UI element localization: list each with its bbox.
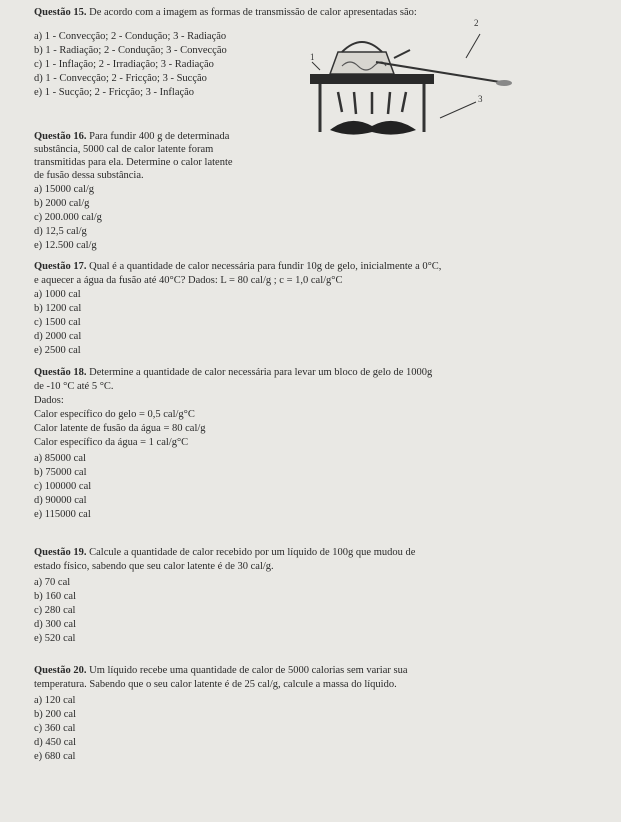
q17-title: Questão 17. bbox=[34, 261, 87, 272]
q18-title: Questão 18. bbox=[34, 367, 87, 378]
q18-data-line-3: Calor latente de fusão da água = 80 cal/g bbox=[34, 423, 206, 434]
figure-label-1: 1 bbox=[310, 52, 315, 62]
q15-option-a: a) 1 - Convecção; 2 - Condução; 3 - Radiação bbox=[34, 31, 227, 42]
q20-option-d: d) 450 cal bbox=[34, 737, 76, 748]
q20-option-a: a) 120 cal bbox=[34, 695, 76, 706]
q17-option-b: b) 1200 cal bbox=[34, 303, 82, 314]
q18-option-c: c) 100000 cal bbox=[34, 481, 92, 492]
q16-option-c: c) 200.000 cal/g bbox=[34, 212, 102, 223]
q20-prompt-line-2: temperatura. Sabendo que o seu calor latente é de 25 cal/g, calcule a massa do líquido. bbox=[34, 679, 397, 690]
q17-prompt-line-1: Qual é a quantidade de calor necessária para fundir 10g de gelo, inicialmente a 0°C, bbox=[89, 261, 442, 272]
q15-option-d: d) 1 - Convecção; 2 - Fricção; 3 - Sucção bbox=[34, 73, 207, 84]
q17-header bbox=[34, 260, 441, 273]
q16-option-a: a) 15000 cal/g bbox=[34, 184, 95, 195]
q20-option-b: b) 200 cal bbox=[34, 709, 76, 720]
figure-label-3: 3 bbox=[478, 94, 483, 104]
q18-option-a: a) 85000 cal bbox=[34, 453, 86, 464]
q16-prompt-line-2: substância, 5000 cal de calor latente foram bbox=[34, 144, 214, 155]
q20-prompt-line-1: Um líquido recebe uma quantidade de calor de 5000 calorias sem variar sua bbox=[89, 665, 408, 676]
q17-prompt-line-2: e aquecer a água da fusão até 40°C? Dados: L = 80 cal/g ; c = 1,0 cal/g°C bbox=[34, 275, 343, 286]
q17-option-a: a) 1000 cal bbox=[34, 289, 81, 300]
q15-option-b: b) 1 - Radiação; 2 - Condução; 3 - Convecção bbox=[34, 45, 227, 56]
q17-option-d: d) 2000 cal bbox=[34, 331, 82, 342]
q18-data-line-1: Dados: bbox=[34, 395, 64, 406]
q18-data-line-2: Calor específico do gelo = 0,5 cal/g°C bbox=[34, 409, 195, 420]
q15-option-c: c) 1 - Inflação; 2 - Irradiação; 3 - Radiação bbox=[34, 59, 214, 70]
q18-option-e: e) 115000 cal bbox=[34, 509, 91, 520]
q19-option-b: b) 160 cal bbox=[34, 591, 76, 602]
q16-title: Questão 16. bbox=[34, 131, 87, 142]
q15-title: Questão 15. bbox=[34, 7, 87, 18]
q19-prompt-line-2: estado físico, sabendo que seu calor latente é de 30 cal/g. bbox=[34, 561, 274, 572]
q16-option-b: b) 2000 cal/g bbox=[34, 198, 90, 209]
q20-option-c: c) 360 cal bbox=[34, 723, 76, 734]
q18-data-line-4: Calor específico da água = 1 cal/g°C bbox=[34, 437, 189, 448]
q15-prompt: De acordo com a imagem as formas de transmissão de calor apresentadas são: bbox=[89, 7, 417, 18]
q17-option-c: c) 1500 cal bbox=[34, 317, 81, 328]
q18-header bbox=[34, 366, 432, 379]
q19-prompt-line-1: Calcule a quantidade de calor recebido por um líquido de 100g que mudou de bbox=[89, 547, 416, 558]
q16-option-d: d) 12,5 cal/g bbox=[34, 226, 87, 237]
q18-prompt-line-1: Determine a quantidade de calor necessária para levar um bloco de gelo de 1000g bbox=[89, 367, 433, 378]
heat-transfer-illustration bbox=[290, 14, 530, 154]
q18-option-d: d) 90000 cal bbox=[34, 495, 87, 506]
q19-title: Questão 19. bbox=[34, 547, 87, 558]
q17-option-e: e) 2500 cal bbox=[34, 345, 81, 356]
q19-option-c: c) 280 cal bbox=[34, 605, 76, 616]
q16-prompt-line-3: transmitidas para ela. Determine o calor latente bbox=[34, 157, 233, 168]
q16-option-e: e) 12.500 cal/g bbox=[34, 240, 97, 251]
q16-prompt-line-1: Para fundir 400 g de determinada bbox=[89, 131, 230, 142]
figure-label-2: 2 bbox=[474, 18, 479, 28]
q19-header bbox=[34, 546, 415, 559]
q16-prompt-line-4: de fusão dessa substância. bbox=[34, 170, 144, 181]
q15-option-e: e) 1 - Sucção; 2 - Fricção; 3 - Inflação bbox=[34, 87, 195, 98]
q18-option-b: b) 75000 cal bbox=[34, 467, 87, 478]
q18-prompt-line-2: de -10 °C até 5 °C. bbox=[34, 381, 114, 392]
q19-option-a: a) 70 cal bbox=[34, 577, 71, 588]
q19-option-e: e) 520 cal bbox=[34, 633, 76, 644]
q16-header bbox=[34, 130, 229, 143]
q20-header bbox=[34, 664, 408, 677]
q19-option-d: d) 300 cal bbox=[34, 619, 76, 630]
q20-title: Questão 20. bbox=[34, 665, 87, 676]
q20-option-e: e) 680 cal bbox=[34, 751, 76, 762]
